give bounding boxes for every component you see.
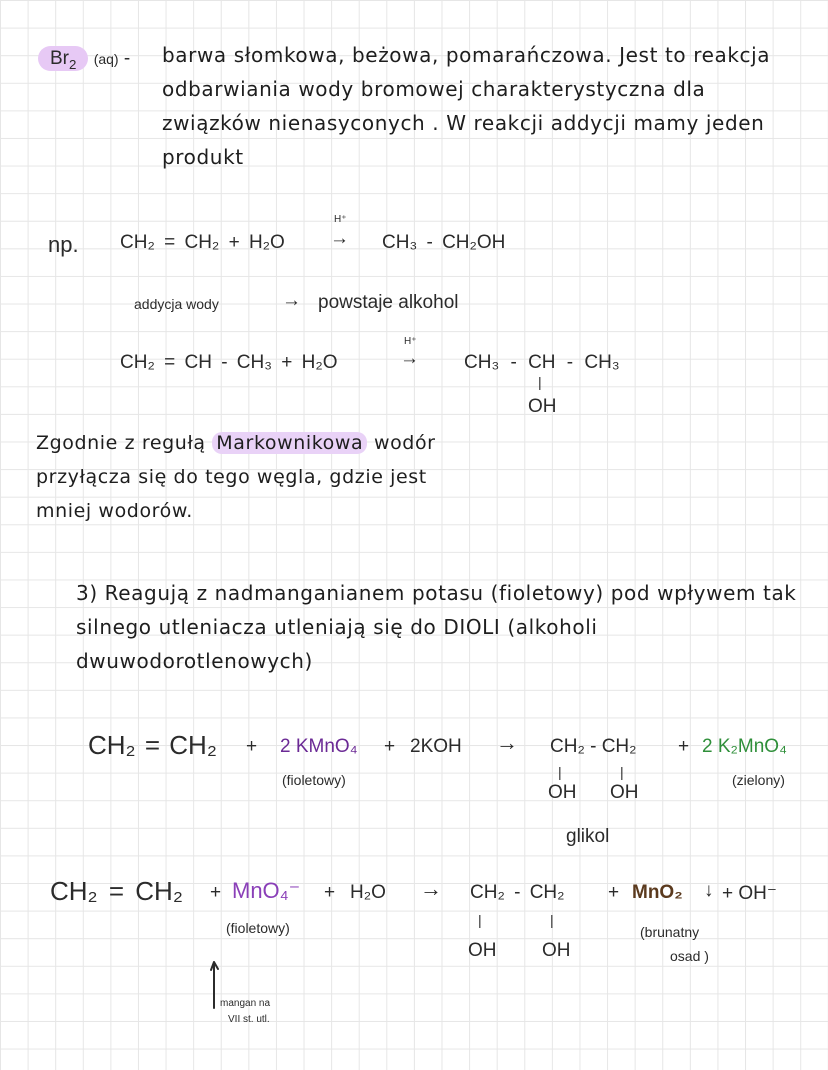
- markownikow-line-3: mniej wodorów.: [36, 500, 193, 522]
- reaction4-product1: CH₂ - CH₂: [470, 882, 565, 903]
- markownikow-line-1: [36, 426, 436, 460]
- section-3-line: silnego utleniacza utleniają się do DIOLI (alkoholi: [76, 615, 598, 639]
- reaction2-left: CH₂ = CH - CH₃ + H₂O: [120, 352, 338, 373]
- bracket-pointer-icon: [208, 960, 228, 1020]
- bromine-water-formula: [38, 48, 130, 72]
- reaction4-oh1: OH: [468, 940, 497, 961]
- example-label: np.: [48, 232, 79, 257]
- reaction3-oh2: OH: [610, 782, 639, 803]
- reaction2-oh: OH: [528, 396, 557, 417]
- formula-dash: -: [123, 48, 131, 69]
- reaction3-kmno4: 2 KMnO₄: [280, 736, 358, 757]
- reaction2-catalyst: H⁺: [404, 336, 417, 347]
- bracket-note-line-2: VII st. utl.: [228, 1014, 270, 1025]
- intro-line: barwa słomkowa, beżowa, pomarańczowa. Jest to reakcja: [162, 43, 771, 67]
- reaction4-water: H₂O: [350, 882, 386, 903]
- reaction4-oh2: OH: [542, 940, 571, 961]
- reaction3-reactant1: CH₂ = CH₂: [88, 730, 217, 760]
- reaction3-koh: 2KOH: [410, 736, 462, 757]
- reaction4-mno2: MnO₂: [632, 882, 683, 903]
- reaction3-k2mno4-note: (zielony): [732, 772, 785, 788]
- reaction1-arrow: →: [330, 228, 349, 249]
- reaction4-mno2-note-1: (brunatny: [640, 924, 700, 940]
- section-3-line: dwuwodorotlenowych): [76, 649, 313, 673]
- reaction4-plus3: +: [608, 882, 620, 903]
- reaction2-right: CH₃ - CH - CH₃: [464, 352, 620, 373]
- section-3-line: 3) Reagują z nadmanganianem potasu (fioletowy) pod wpływem tak: [76, 581, 797, 605]
- precipitate-arrow-icon: ↓: [704, 880, 714, 901]
- formula-symbol: Br: [50, 48, 69, 69]
- reaction4-hydroxide: + OH⁻: [722, 883, 777, 904]
- reaction3-product1: CH₂ - CH₂: [550, 736, 637, 757]
- reaction3-k2mno4: 2 K₂MnO₄: [702, 736, 787, 757]
- intro-line: produkt: [162, 145, 244, 169]
- reaction2-bond: |: [538, 374, 542, 390]
- reaction4-permanganate-note: (fioletowy): [226, 920, 290, 936]
- intro-line: związków nienasyconych . W reakcji addycji mamy jeden: [162, 111, 765, 135]
- reaction3-arrow: →: [496, 730, 518, 755]
- reaction1-catalyst: H⁺: [334, 214, 347, 225]
- markownikow-rule: [36, 426, 436, 528]
- rule-post: wodór: [373, 432, 436, 454]
- reaction3-plus2: +: [384, 736, 396, 757]
- intro-line: odbarwiania wody bromowej charakterystyczna dla: [162, 77, 706, 101]
- formula-state: (aq): [93, 51, 119, 67]
- reaction4-bond1: |: [478, 912, 482, 928]
- reaction1-left: CH₂ = CH₂ + H₂O: [120, 232, 285, 253]
- reaction3-glycol-label: glikol: [566, 826, 610, 847]
- reaction4-permanganate: MnO₄⁻: [232, 878, 301, 903]
- reaction4-plus2: +: [324, 882, 336, 903]
- intro-paragraph: [162, 38, 770, 174]
- reaction2-arrow: →: [400, 348, 419, 369]
- formula-highlight: [38, 46, 88, 71]
- reaction3-bond2: |: [620, 764, 624, 780]
- reaction3-bond1: |: [558, 764, 562, 780]
- rule-pre: Zgodnie z regułą: [36, 432, 206, 454]
- note-alcohol-forms: powstaje alkohol: [318, 292, 459, 313]
- reaction4-bond2: |: [550, 912, 554, 928]
- markownikow-line-2: przyłącza się do tego węgla, gdzie jest: [36, 466, 427, 488]
- note-arrow: →: [282, 290, 301, 311]
- reaction3-plus1: +: [246, 736, 258, 757]
- note-addition-water: addycja wody: [134, 296, 219, 312]
- section-3-paragraph: [76, 576, 797, 678]
- bracket-note-line-1: mangan na: [220, 998, 271, 1009]
- rule-highlight-name: Markownikowa: [212, 432, 367, 454]
- reaction4-reactant1: CH₂ = CH₂: [50, 876, 183, 906]
- reaction4-plus1: +: [210, 882, 222, 903]
- reaction4-mno2-note-2: osad ): [670, 948, 709, 964]
- reaction3-plus3: +: [678, 736, 690, 757]
- reaction1-right: CH₃ - CH₂OH: [382, 232, 506, 253]
- reaction3-kmno4-note: (fioletowy): [282, 772, 346, 788]
- reaction3-oh1: OH: [548, 782, 577, 803]
- formula-subscript: 2: [69, 56, 77, 72]
- reaction4-arrow: →: [420, 876, 442, 901]
